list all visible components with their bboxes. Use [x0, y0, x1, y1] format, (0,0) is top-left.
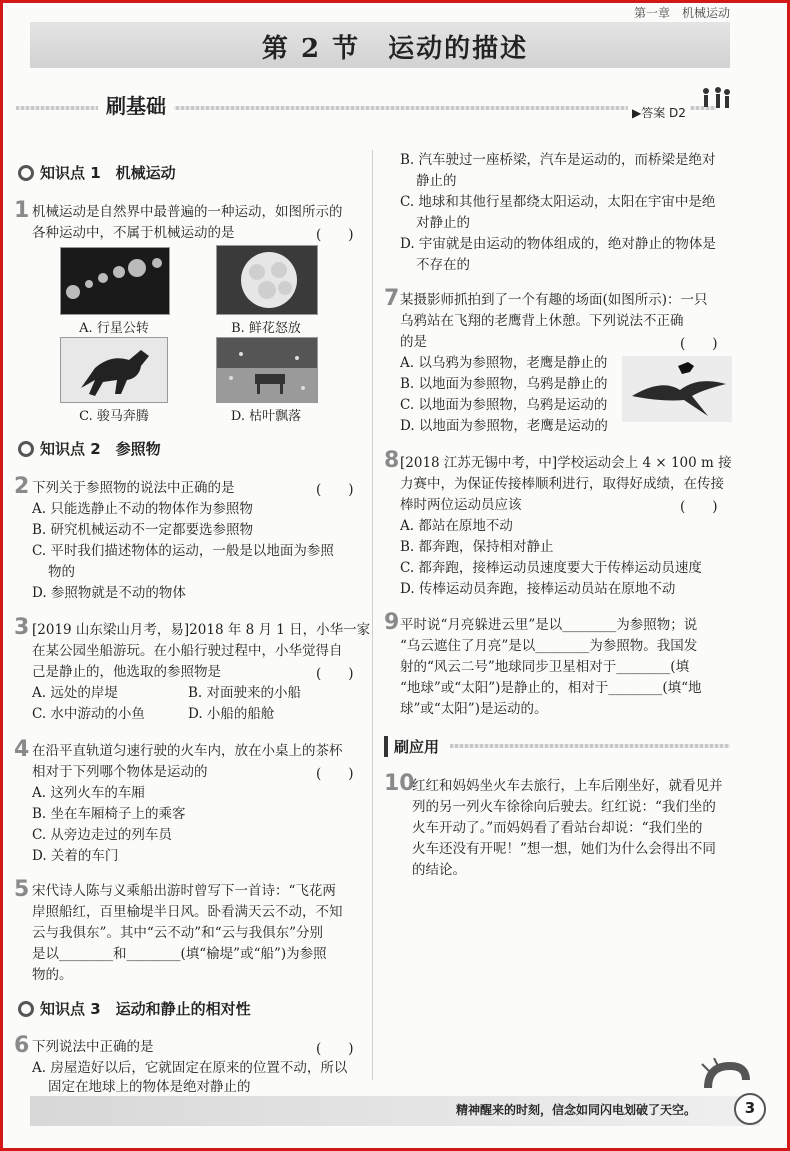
q4-option: D. 关着的车门 — [32, 848, 119, 864]
section-app-rule — [450, 744, 730, 748]
q2-line: 物的 — [48, 564, 75, 580]
q3-answer-paren: ( ) — [316, 666, 354, 682]
planets-photo — [60, 247, 170, 315]
knowledge-point-1: 知识点 1 机械运动 — [18, 162, 176, 183]
q6-stem: 下列说法中正确的是 — [32, 1039, 154, 1055]
q5-line: 宋代诗人陈与义乘船出游时曾写下一首诗：“飞花两 — [32, 883, 336, 899]
q2-line: D. 参照物就是不动的物体 — [32, 585, 186, 601]
q7-line: 乌鸦站在飞翔的老鹰背上休憩。下列说法不正确 — [400, 313, 684, 329]
q4-option: B. 坐在车厢椅子上的乘客 — [32, 806, 186, 822]
q1-number: 1 — [14, 198, 30, 223]
q1-option: B. 鲜花怒放 — [231, 321, 301, 336]
q7-option: C. 以地面为参照物，乌鸦是运动的 — [400, 397, 608, 413]
q10-line: 列的另一列火车徐徐向后驶去。红红说：“我们坐的 — [412, 799, 716, 815]
q5-line: 云与我俱东”。其中“云不动”和“云与我俱东”分别 — [32, 925, 324, 941]
q4-number: 4 — [14, 737, 30, 762]
q4-option: A. 这列火车的车厢 — [32, 785, 145, 801]
q6-answer-paren: ( ) — [316, 1041, 354, 1057]
q5-line: 岸照船红，百里榆堤半日风。卧看满天云不动，不知 — [32, 904, 343, 920]
q7-option: A. 以乌鸦为参照物，老鹰是静止的 — [400, 355, 608, 371]
leaves-photo — [216, 337, 318, 403]
q8-option: B. 都奔跑，保持相对静止 — [400, 539, 554, 555]
column-divider — [372, 150, 373, 1080]
flower-photo — [216, 245, 318, 315]
knowledge-point-3: 知识点 3 运动和静止的相对性 — [18, 998, 251, 1019]
page-title: 第 2 节 运动的描述 — [261, 34, 529, 64]
q9-line: 射的“风云二号”地球同步卫星相对于________(填 — [400, 659, 690, 675]
q3-line: 己是静止的，他选取的参照物是 — [32, 664, 221, 680]
q9-line: 平时说“月亮躲进云里”是以________为参照物；说 — [400, 617, 698, 633]
q8-answer-paren: ( ) — [680, 499, 718, 515]
q6-line: 对静止的 — [416, 215, 470, 231]
q7-line: 的是 — [400, 334, 427, 350]
q5-line: 物的。 — [32, 967, 73, 983]
q1-option: D. 枯叶飘落 — [230, 409, 302, 424]
q8-line: 力赛中，为保证传接棒顺利进行，取得好成绩，在传接 — [400, 476, 724, 492]
horse-photo — [60, 337, 168, 403]
q10-number: 10 — [384, 771, 415, 796]
q4-answer-paren: ( ) — [316, 766, 354, 782]
q8-option: D. 传棒运动员奔跑，接棒运动员站在原地不动 — [400, 581, 676, 597]
q8-option: A. 都站在原地不动 — [400, 518, 513, 534]
q6-line: D. 宇宙就是由运动的物体组成的，绝对静止的物体是 — [400, 236, 716, 252]
target-icon — [18, 165, 34, 181]
q2-line: C. 平时我们描述物体的运动，一般是以地面为参照 — [32, 543, 334, 559]
q3-option: C. 水中游动的小鱼 — [32, 706, 145, 722]
q2-stem: 下列关于参照物的说法中正确的是 — [32, 480, 235, 496]
knowledge-point-2: 知识点 2 参照物 — [18, 438, 161, 459]
target-icon — [18, 441, 34, 457]
q1-answer-paren: ( ) — [316, 227, 354, 243]
q3-option: A. 远处的岸堤 — [32, 685, 118, 701]
q8-option: C. 都奔跑，接棒运动员速度要大于传棒运动员速度 — [400, 560, 702, 576]
q9-number: 9 — [384, 610, 400, 635]
q6-line: 静止的 — [416, 173, 457, 189]
q2-line: A. 只能选静止不动的物体作为参照物 — [32, 501, 253, 517]
q9-line: 球”或“太阳”)是运动的。 — [400, 701, 548, 717]
page-number: 3 — [734, 1093, 766, 1125]
section-app-label: 刷应用 — [384, 736, 439, 757]
q3-line: 在某公园坐船游玩。在小船行驶过程中，小华觉得自 — [32, 643, 343, 659]
q9-line: “乌云遮住了月亮”是以________为参照物。我国发 — [400, 638, 698, 654]
q2-line: B. 研究机械运动不一定都要选参照物 — [32, 522, 254, 538]
q5-number: 5 — [14, 877, 30, 902]
q5-line: 是以________和________(填“榆堤”或“船”)为参照 — [32, 946, 327, 962]
q6-number: 6 — [14, 1033, 30, 1058]
target-icon — [18, 1001, 34, 1017]
q1-line: 机械运动是自然界中最普遍的一种运动，如图所示的 — [32, 204, 343, 220]
footer-motto: 精神醒来的时刻，信念如同闪电划破了天空。 — [455, 1103, 696, 1117]
q1-option: C. 骏马奔腾 — [79, 409, 149, 424]
q3-line: [2019 山东梁山月考，易]2018 年 8 月 1 日，小华一家 — [32, 622, 371, 638]
q6-line: A. 房屋造好以后，它就固定在原来的位置不动，所以 — [32, 1060, 348, 1076]
q3-option: B. 对面驶来的小船 — [188, 685, 302, 701]
q10-line: 红红和妈妈坐火车去旅行，上车后刚坐好，就看见并 — [412, 778, 723, 794]
q10-line: 火车还没有开呢！”想一想，她们为什么会得出不同 — [412, 841, 716, 857]
section-basic-label: 刷基础 — [98, 90, 174, 119]
q8-line: 棒时两位运动员应该 — [400, 497, 522, 513]
eagle-crow-photo — [622, 356, 732, 422]
q6-line: 固定在地球上的物体是绝对静止的 — [48, 1079, 251, 1095]
answer-ref: ▶答案 D2 — [628, 104, 690, 121]
q2-answer-paren: ( ) — [316, 482, 354, 498]
q7-line: 某摄影师抓拍到了一个有趣的场面(如图所示)：一只 — [400, 292, 708, 308]
q3-number: 3 — [14, 615, 30, 640]
q1-line: 各种运动中，不属于机械运动的是 — [32, 225, 235, 241]
q4-line: 相对于下列哪个物体是运动的 — [32, 764, 208, 780]
q6-line: B. 汽车驶过一座桥梁，汽车是运动的，而桥梁是绝对 — [400, 152, 716, 168]
q7-option: D. 以地面为参照物，老鹰是运动的 — [400, 418, 608, 434]
q6-line: 不存在的 — [416, 257, 470, 273]
q7-answer-paren: ( ) — [680, 336, 718, 352]
q4-option: C. 从旁边走过的列车员 — [32, 827, 172, 843]
q1-option: A. 行星公转 — [79, 321, 149, 336]
runners-icon — [698, 86, 732, 116]
q7-number: 7 — [384, 286, 400, 311]
q10-line: 的结论。 — [412, 862, 466, 878]
q4-line: 在沿平直轨道匀速行驶的火车内，放在小桌上的茶杯 — [32, 743, 343, 759]
q10-line: 火车开动了。”而妈妈看了看站台却说：“我们坐的 — [412, 820, 703, 836]
q8-number: 8 — [384, 448, 400, 473]
q7-option: B. 以地面为参照物，乌鸦是静止的 — [400, 376, 608, 392]
q8-line: [2018 江苏无锡中考，中]学校运动会上 4 × 100 m 接 — [400, 455, 732, 471]
chapter-label: 第一章 机械运动 — [633, 6, 730, 20]
q2-number: 2 — [14, 474, 30, 499]
q6-line: C. 地球和其他行星都绕太阳运动，太阳在宇宙中是绝 — [400, 194, 716, 210]
q9-line: “地球”或“太阳”)是静止的，相对于________(填“地 — [400, 680, 702, 696]
q3-option: D. 小船的船舱 — [188, 706, 275, 722]
